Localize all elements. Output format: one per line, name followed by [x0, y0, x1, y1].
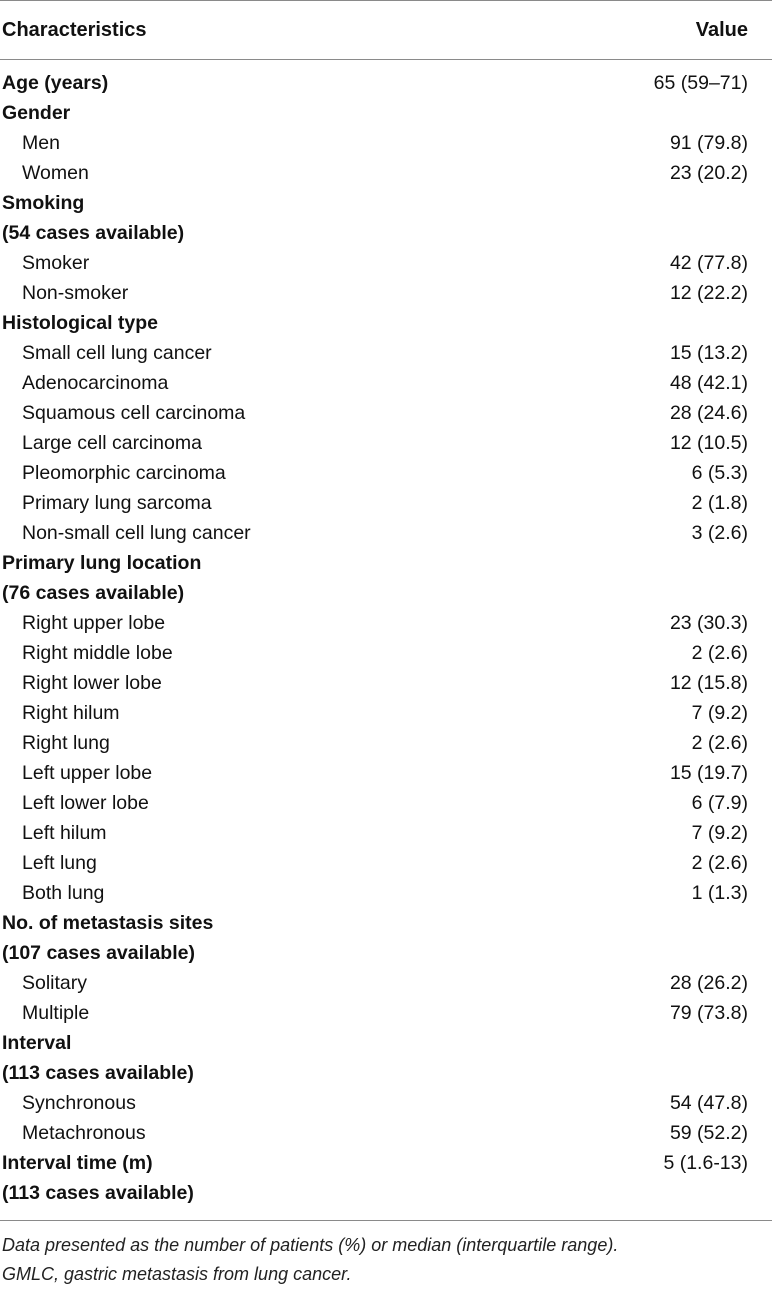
row-value: 2 (1.8) [691, 491, 748, 514]
table-row [0, 518, 772, 548]
table-row [0, 188, 772, 218]
table-row [0, 788, 772, 818]
row-label: Solitary [22, 971, 88, 994]
row-label: Left lung [22, 851, 97, 874]
row-value: 79 (73.8) [669, 1001, 748, 1024]
table-row [0, 98, 772, 128]
row-label: Men [22, 131, 60, 154]
table-row [0, 668, 772, 698]
row-value: 3 (2.6) [691, 521, 748, 544]
row-label: Left upper lobe [22, 761, 153, 784]
row-label: Pleomorphic carcinoma [22, 461, 226, 484]
header-value: Value [695, 18, 748, 41]
table-row [0, 428, 772, 458]
row-label: Histological type [2, 311, 159, 334]
row-label: Synchronous [22, 1091, 136, 1114]
row-label: Non-smoker [22, 281, 129, 304]
row-label: Primary lung sarcoma [22, 491, 212, 514]
table-row [0, 458, 772, 488]
row-label: Interval time (m) [2, 1151, 153, 1174]
row-value: 15 (19.7) [669, 761, 748, 784]
row-label: Both lung [22, 881, 105, 904]
row-label: (76 cases available) [2, 581, 185, 604]
table-row [0, 818, 772, 848]
table-footnotes [0, 1221, 772, 1289]
row-value: 91 (79.8) [669, 131, 748, 154]
row-value: 28 (26.2) [669, 971, 748, 994]
table-row [0, 908, 772, 938]
table-row [0, 158, 772, 188]
table-row [0, 128, 772, 158]
row-label: Women [22, 161, 89, 184]
footnote: GMLC, gastric metastasis from lung cancer. [2, 1264, 352, 1284]
row-label: Gender [2, 101, 71, 124]
row-label: Smoker [22, 251, 90, 274]
table-row [0, 218, 772, 248]
table-row [0, 578, 772, 608]
table-body [0, 60, 772, 1208]
table-row [0, 368, 772, 398]
table-row [0, 1058, 772, 1088]
row-value: 54 (47.8) [669, 1091, 748, 1114]
row-label: Adenocarcinoma [22, 371, 169, 394]
row-label: (54 cases available) [2, 221, 185, 244]
table-row [0, 728, 772, 758]
row-label: Right middle lobe [22, 641, 173, 664]
table-row [0, 398, 772, 428]
row-value: 5 (1.6-13) [663, 1151, 748, 1174]
table-row [0, 848, 772, 878]
table-row [0, 878, 772, 908]
row-label: Multiple [22, 1001, 90, 1024]
table-row [0, 248, 772, 278]
row-value: 65 (59–71) [653, 71, 748, 94]
row-label: Metachronous [22, 1121, 146, 1144]
row-value: 6 (5.3) [691, 461, 748, 484]
row-label: Non-small cell lung cancer [22, 521, 251, 544]
row-value: 23 (30.3) [669, 611, 748, 634]
row-value: 2 (2.6) [691, 641, 748, 664]
row-label: (107 cases available) [2, 941, 195, 964]
row-value: 12 (15.8) [669, 671, 748, 694]
row-label: No. of metastasis sites [2, 911, 214, 934]
row-label: Right upper lobe [22, 611, 166, 634]
footnote: Data presented as the number of patients (%) or median (interquartile range). [2, 1235, 619, 1255]
table-row [0, 698, 772, 728]
table-row [0, 638, 772, 668]
row-label: Interval [2, 1031, 72, 1054]
row-label: Right lower lobe [22, 671, 162, 694]
table-row [0, 1028, 772, 1058]
row-label: Left lower lobe [22, 791, 149, 814]
row-value: 6 (7.9) [691, 791, 748, 814]
table-row [0, 968, 772, 998]
table-row [0, 608, 772, 638]
row-value: 2 (2.6) [691, 731, 748, 754]
row-value: 15 (13.2) [669, 341, 748, 364]
table-row [0, 278, 772, 308]
row-value: 7 (9.2) [691, 821, 748, 844]
row-label: Smoking [2, 191, 85, 214]
table-row [0, 488, 772, 518]
table-row [0, 1178, 772, 1208]
row-value: 59 (52.2) [669, 1121, 748, 1144]
table-row [0, 338, 772, 368]
row-label: Squamous cell carcinoma [22, 401, 246, 424]
row-value: 12 (10.5) [669, 431, 748, 454]
table-row [0, 758, 772, 788]
table-row [0, 308, 772, 338]
row-label: Right lung [22, 731, 110, 754]
table-header [0, 1, 772, 59]
row-value: 28 (24.6) [669, 401, 748, 424]
row-label: Large cell carcinoma [22, 431, 202, 454]
table-row [0, 1118, 772, 1148]
row-value: 2 (2.6) [691, 851, 748, 874]
row-label: Primary lung location [2, 551, 202, 574]
table-row [0, 1088, 772, 1118]
table-row [0, 548, 772, 578]
table-row [0, 938, 772, 968]
table-row [0, 68, 772, 98]
table-row [0, 998, 772, 1028]
row-value: 1 (1.3) [691, 881, 748, 904]
row-value: 23 (20.2) [669, 161, 748, 184]
row-value: 7 (9.2) [691, 701, 748, 724]
row-label: (113 cases available) [2, 1181, 194, 1204]
row-value: 42 (77.8) [669, 251, 748, 274]
row-label: Small cell lung cancer [22, 341, 212, 364]
table-row [0, 1148, 772, 1178]
header-characteristics: Characteristics [2, 18, 147, 41]
row-label: Age (years) [2, 71, 109, 94]
row-label: (113 cases available) [2, 1061, 194, 1084]
row-label: Left hilum [22, 821, 107, 844]
row-value: 12 (22.2) [669, 281, 748, 304]
row-value: 48 (42.1) [669, 371, 748, 394]
row-label: Right hilum [22, 701, 120, 724]
